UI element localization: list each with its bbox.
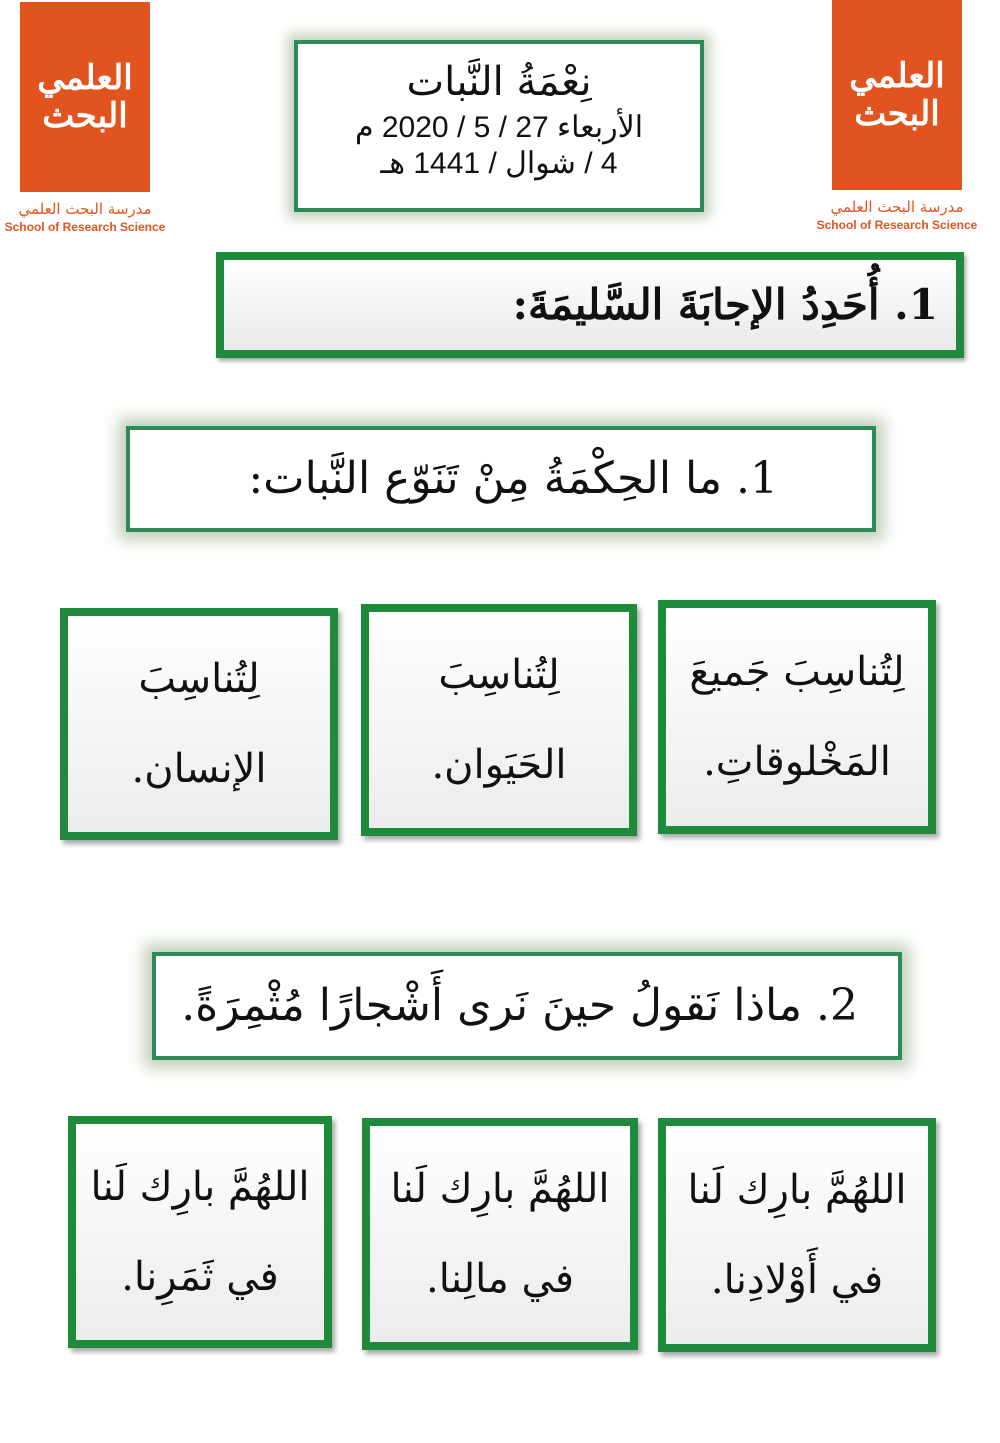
title-box [294, 40, 704, 212]
logo-emblem [832, 0, 962, 190]
logo-arabic-caption: مدرسة البحث العلمي [830, 198, 964, 216]
answer-option-2-1[interactable] [658, 1118, 936, 1352]
logo-mark-line2: البحث [854, 94, 940, 134]
option-line2: في ثَمَرِنا. [121, 1254, 279, 1300]
question-2: 2. ماذا نَقولُ حينَ نَرى أَشْجارًا مُثْمِرَةً. [152, 952, 902, 1060]
logo-english-caption: School of Research Science [816, 218, 978, 232]
gregorian-date: الأربعاء 27 / 5 / 2020 م [354, 111, 644, 144]
logo-mark-line1: العلمي [37, 58, 133, 98]
answer-option-1-1[interactable] [658, 600, 936, 834]
option-line1: اللهُمَّ بارِك لَنا [90, 1164, 310, 1210]
option-line1: اللهُمَّ بارِك لَنا [687, 1167, 907, 1213]
answer-option-1-2[interactable] [361, 604, 637, 836]
instruction-heading: 1. أُحَدِدُ الإجابَةَ السَّليمَةَ: [216, 252, 964, 358]
page-title: نِعْمَةُ النَّبات [406, 59, 592, 105]
logo-mark-line1: العلمي [849, 56, 945, 96]
option-line2: الحَيَوان. [431, 742, 567, 788]
answer-option-2-3[interactable] [68, 1116, 332, 1348]
option-line2: المَخْلوقاتِ. [703, 739, 891, 785]
option-line1: لِتُناسِبَ [438, 652, 560, 698]
question-1: 1. ما الحِكْمَةُ مِنْ تَنَوّع النَّبات: [126, 426, 876, 532]
hijri-date: 4 / شوال / 1441 هـ [380, 147, 618, 180]
option-line2: في مالِنا. [426, 1256, 574, 1302]
option-line1: لِتُناسِبَ [138, 656, 260, 702]
answer-option-1-3[interactable] [60, 608, 338, 840]
logo-arabic-caption: مدرسة البحث العلمي [18, 200, 152, 218]
logo-mark-line2: البحث [42, 96, 128, 136]
option-line1: لِتُناسِبَ جَميعَ [689, 649, 905, 695]
option-line2: الإنسان. [131, 746, 267, 792]
answer-option-2-2[interactable] [362, 1118, 638, 1350]
option-line2: في أَوْلادِنا. [710, 1257, 884, 1303]
option-line1: اللهُمَّ بارِك لَنا [390, 1166, 610, 1212]
logo-emblem [20, 2, 150, 192]
school-logo-left [0, 2, 180, 234]
school-logo-right [812, 0, 982, 232]
logo-english-caption: School of Research Science [4, 220, 166, 234]
